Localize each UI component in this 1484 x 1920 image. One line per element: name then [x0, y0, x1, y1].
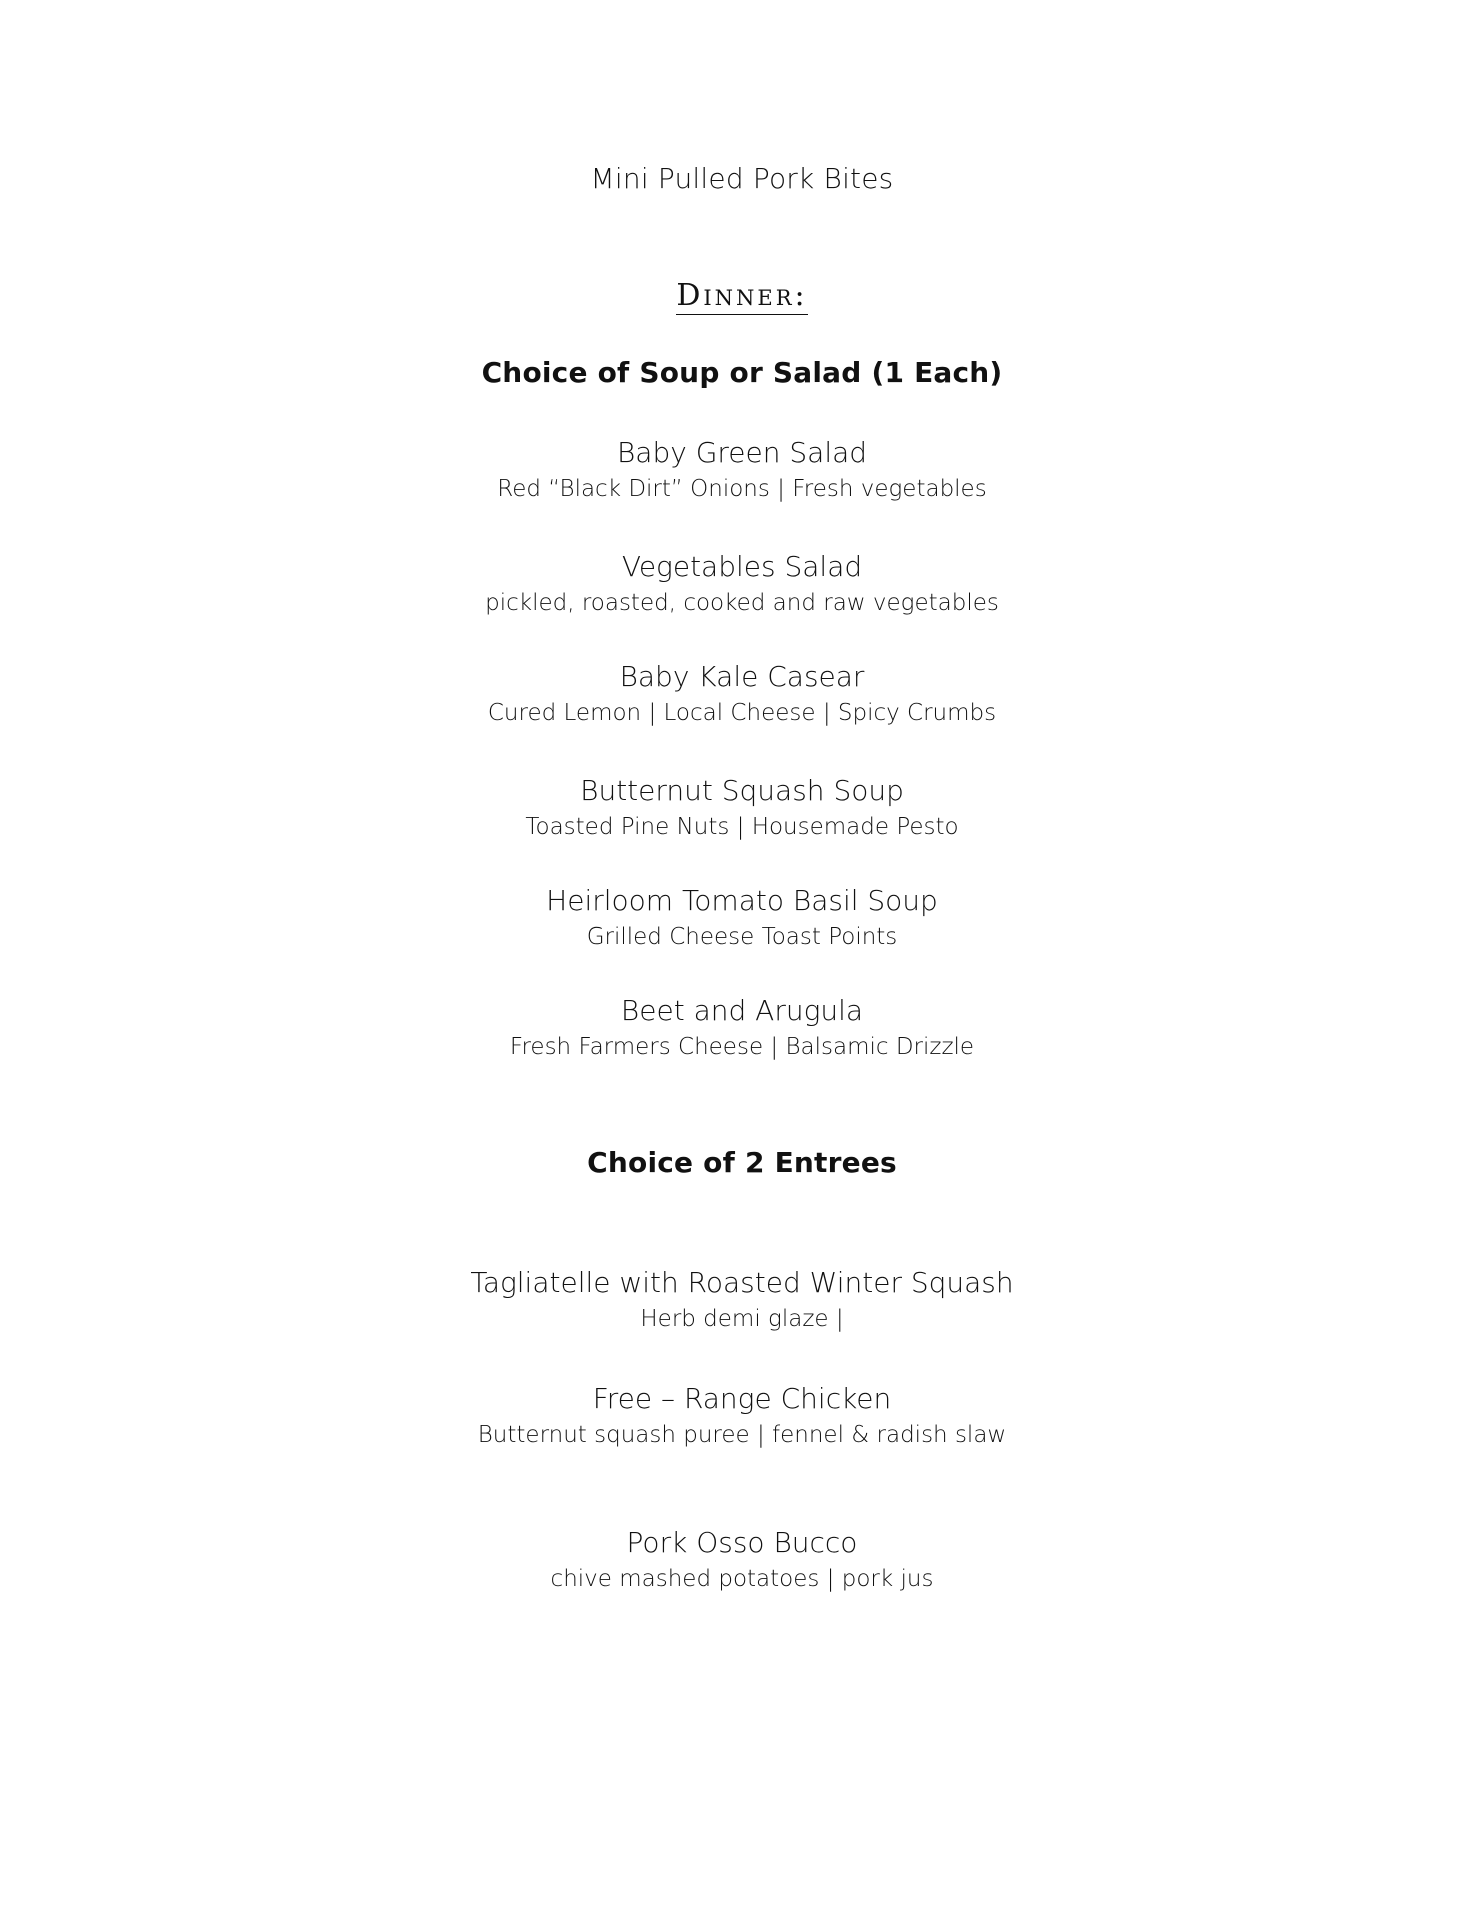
menu-item-name: Tagliatelle with Roasted Winter Squash: [470, 1266, 1014, 1299]
menu-item-desc: Red “Black Dirt” Onions | Fresh vegetables: [497, 476, 987, 502]
menu-item-desc: Toasted Pine Nuts | Housemade Pesto: [525, 814, 959, 840]
menu-item-desc: Herb demi glaze |: [640, 1306, 844, 1332]
menu-item-name: Butternut Squash Soup: [580, 774, 904, 807]
menu-item-name: Heirloom Tomato Basil Soup: [546, 884, 938, 917]
menu-item-name: Pork Osso Bucco: [626, 1526, 858, 1559]
section-title-text: Dinner:: [676, 278, 808, 313]
menu-item-desc: pickled, roasted, cooked and raw vegetables: [485, 590, 999, 616]
section-title-dinner: [0, 278, 1484, 313]
menu-item-name: Beet and Arugula: [620, 994, 864, 1027]
menu-item-desc: Cured Lemon | Local Cheese | Spicy Crumbs: [487, 700, 997, 726]
menu-item-name: Vegetables Salad: [621, 550, 863, 583]
menu-item-name: Baby Green Salad: [616, 436, 868, 469]
menu-item-name: Free – Range Chicken: [592, 1382, 892, 1415]
menu-item-name: Baby Kale Casear: [619, 660, 865, 693]
menu-item-desc: Butternut squash puree | fennel & radish slaw: [477, 1422, 1007, 1448]
intro-item: Mini Pulled Pork Bites: [590, 162, 894, 195]
menu-item-desc: chive mashed potatoes | pork jus: [550, 1566, 934, 1592]
menu-item-desc: Grilled Cheese Toast Points: [586, 924, 898, 950]
menu-item-desc: Fresh Farmers Cheese | Balsamic Drizzle: [509, 1034, 975, 1060]
soup-salad-heading: Choice of Soup or Salad (1 Each): [481, 356, 1003, 389]
entrees-heading: Choice of 2 Entrees: [587, 1146, 897, 1179]
